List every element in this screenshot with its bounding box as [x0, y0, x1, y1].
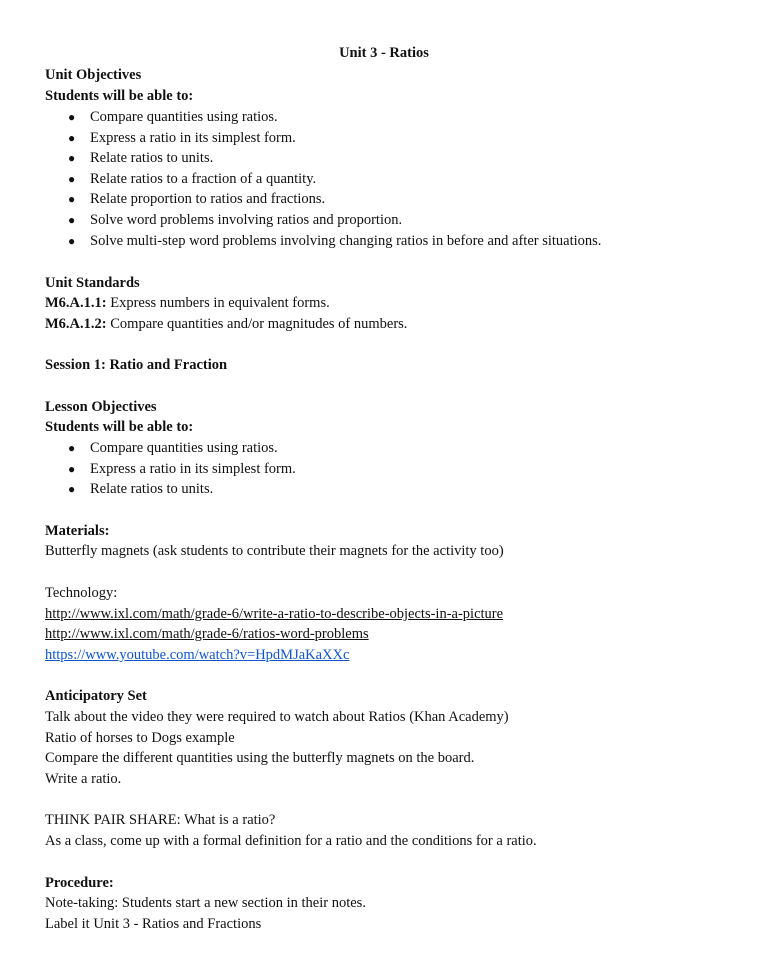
list-item: ● Express a ratio in its simplest form. — [68, 130, 296, 146]
bullet-icon: ● — [68, 462, 76, 476]
think-pair-share-text: As a class, come up with a formal definition for a ratio and the conditions for a ratio. — [45, 833, 537, 849]
list-item: ● Relate ratios to units. — [68, 150, 214, 166]
technology-link[interactable]: http://www.ixl.com/math/grade-6/ratios-word-problems — [45, 626, 369, 642]
session-heading: Session 1: Ratio and Fraction — [45, 357, 228, 373]
technology-link[interactable]: http://www.ixl.com/math/grade-6/write-a-ratio-to-describe-objects-in-a-picture — [45, 606, 504, 622]
procedure-line: Note-taking: Students start a new section in their notes. — [45, 895, 366, 911]
youtube-link[interactable]: https://www.youtube.com/watch?v=HpdMJaKaXXc — [45, 647, 350, 663]
anticipatory-line: Ratio of horses to Dogs example — [45, 730, 235, 746]
bullet-icon: ● — [68, 172, 76, 186]
anticipatory-line: Compare the different quantities using the butterfly magnets on the board. — [45, 750, 475, 766]
unit-standards-heading: Unit Standards — [45, 275, 140, 291]
list-item: ● Relate ratios to a fraction of a quantity. — [68, 171, 317, 187]
anticipatory-line: Talk about the video they were required to watch about Ratios (Khan Academy) — [45, 709, 509, 725]
anticipatory-line: Write a ratio. — [45, 771, 122, 787]
anticipatory-set-heading: Anticipatory Set — [45, 688, 147, 704]
bullet-icon: ● — [68, 482, 76, 496]
materials-heading: Materials: — [45, 523, 110, 539]
list-item: ● Solve word problems involving ratios and proportion. — [68, 212, 403, 228]
list-item: ● Compare quantities using ratios. — [68, 109, 278, 125]
list-item: ● Relate ratios to units. — [68, 481, 214, 497]
lesson-objectives-heading: Lesson Objectives — [45, 399, 157, 415]
materials-text: Butterfly magnets (ask students to contribute their magnets for the activity too) — [45, 543, 504, 559]
list-item: ● Solve multi-step word problems involving changing ratios in before and after situations. — [68, 233, 602, 249]
students-able-label: Students will be able to: — [45, 419, 194, 435]
bullet-icon: ● — [68, 110, 76, 124]
unit-objectives-heading: Unit Objectives — [45, 67, 142, 83]
list-item: ● Relate proportion to ratios and fractions. — [68, 191, 326, 207]
standard-item: M6.A.1.1: Express numbers in equivalent forms. — [45, 295, 330, 311]
bullet-icon: ● — [68, 441, 76, 455]
technology-label: Technology: — [45, 585, 118, 601]
bullet-icon: ● — [68, 151, 76, 165]
think-pair-share: THINK PAIR SHARE: What is a ratio? — [45, 812, 276, 828]
bullet-icon: ● — [68, 192, 76, 206]
bullet-icon: ● — [68, 131, 76, 145]
bullet-icon: ● — [68, 234, 76, 248]
standard-item: M6.A.1.2: Compare quantities and/or magnitudes of numbers. — [45, 316, 408, 332]
students-able-label: Students will be able to: — [45, 88, 194, 104]
procedure-heading: Procedure: — [45, 875, 114, 891]
bullet-icon: ● — [68, 213, 76, 227]
list-item: ● Compare quantities using ratios. — [68, 440, 278, 456]
procedure-line: Label it Unit 3 - Ratios and Fractions — [45, 916, 262, 932]
page-title: Unit 3 - Ratios — [339, 45, 429, 61]
list-item: ● Express a ratio in its simplest form. — [68, 461, 296, 477]
